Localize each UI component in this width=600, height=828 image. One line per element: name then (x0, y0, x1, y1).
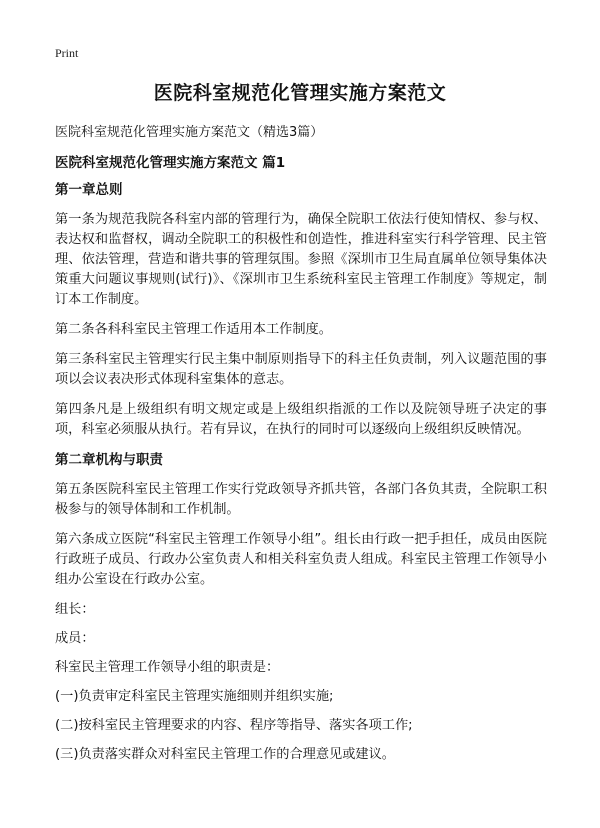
document-subtitle: 医院科室规范化管理实施方案范文（精选3篇） (55, 125, 324, 140)
article-6-paragraph: 第六条成立医院“科室民主管理工作领导小组”。组长由行政一把手担任，成员由医院行政班子成员、行政办公室负责人和相关科室负责人组成。科室民主管理工作领导小组办公室设在行政办公室。 (55, 532, 547, 587)
group-leader-line: 组长： (55, 602, 95, 617)
article-4-paragraph: 第四条凡是上级组织有明文规定或是上级组织指派的工作以及院领导班子决定的事项，科室必须服从执行。若有异议，在执行的同时可以逐级向上级组织反映情况。 (55, 402, 547, 437)
duty-item-1: (一)负责审定科室民主管理实施细则并组织实施; (55, 689, 334, 704)
duty-item-2: (二)按科室民主管理要求的内容、程序等指导、落实各项工作; (55, 718, 413, 733)
section-title: 医院科室规范化管理实施方案范文 篇1 (55, 155, 286, 171)
article-5-paragraph: 第五条医院科室民主管理工作实行党政领导齐抓共管，各部门各负其责，全院职工积极参与的领导体制和工作机制。 (55, 482, 547, 517)
document-body (55, 180, 547, 774)
group-duties-intro: 科室民主管理工作领导小组的职责是： (55, 660, 280, 675)
chapter-2-heading: 第二章机构与职责 (55, 452, 163, 468)
article-3-paragraph: 第三条科室民主管理实行民主集中制原则指导下的科主任负责制，列入议题范围的事项以会议表决形式体现科室集体的意志。 (55, 352, 547, 387)
print-link[interactable]: Print (55, 46, 79, 60)
group-members-line: 成员： (55, 631, 95, 646)
document-title: 医院科室规范化管理实施方案范文 (153, 82, 447, 104)
article-1-paragraph: 第一条为规范我院各科室内部的管理行为，确保全院职工依法行使知情权、参与权、表达权和监督权，调动全院职工的积极性和创造性，推进科室实行科学管理、民主管理、依法管理，营造和谐共事的管理氛围。参照《深圳市卫生局直属单位领导集体决策重大问题议事规则(试行)》、《深圳市卫生系统科室民主管理工作制度》等规定，制订本工作制度。 (55, 212, 547, 307)
article-2-paragraph: 第二条各科科室民主管理工作适用本工作制度。 (55, 322, 332, 337)
duty-item-3: (三)负责落实群众对科室民主管理工作的合理意见或建议。 (55, 747, 395, 762)
chapter-1-heading: 第一章总则 (55, 182, 123, 198)
